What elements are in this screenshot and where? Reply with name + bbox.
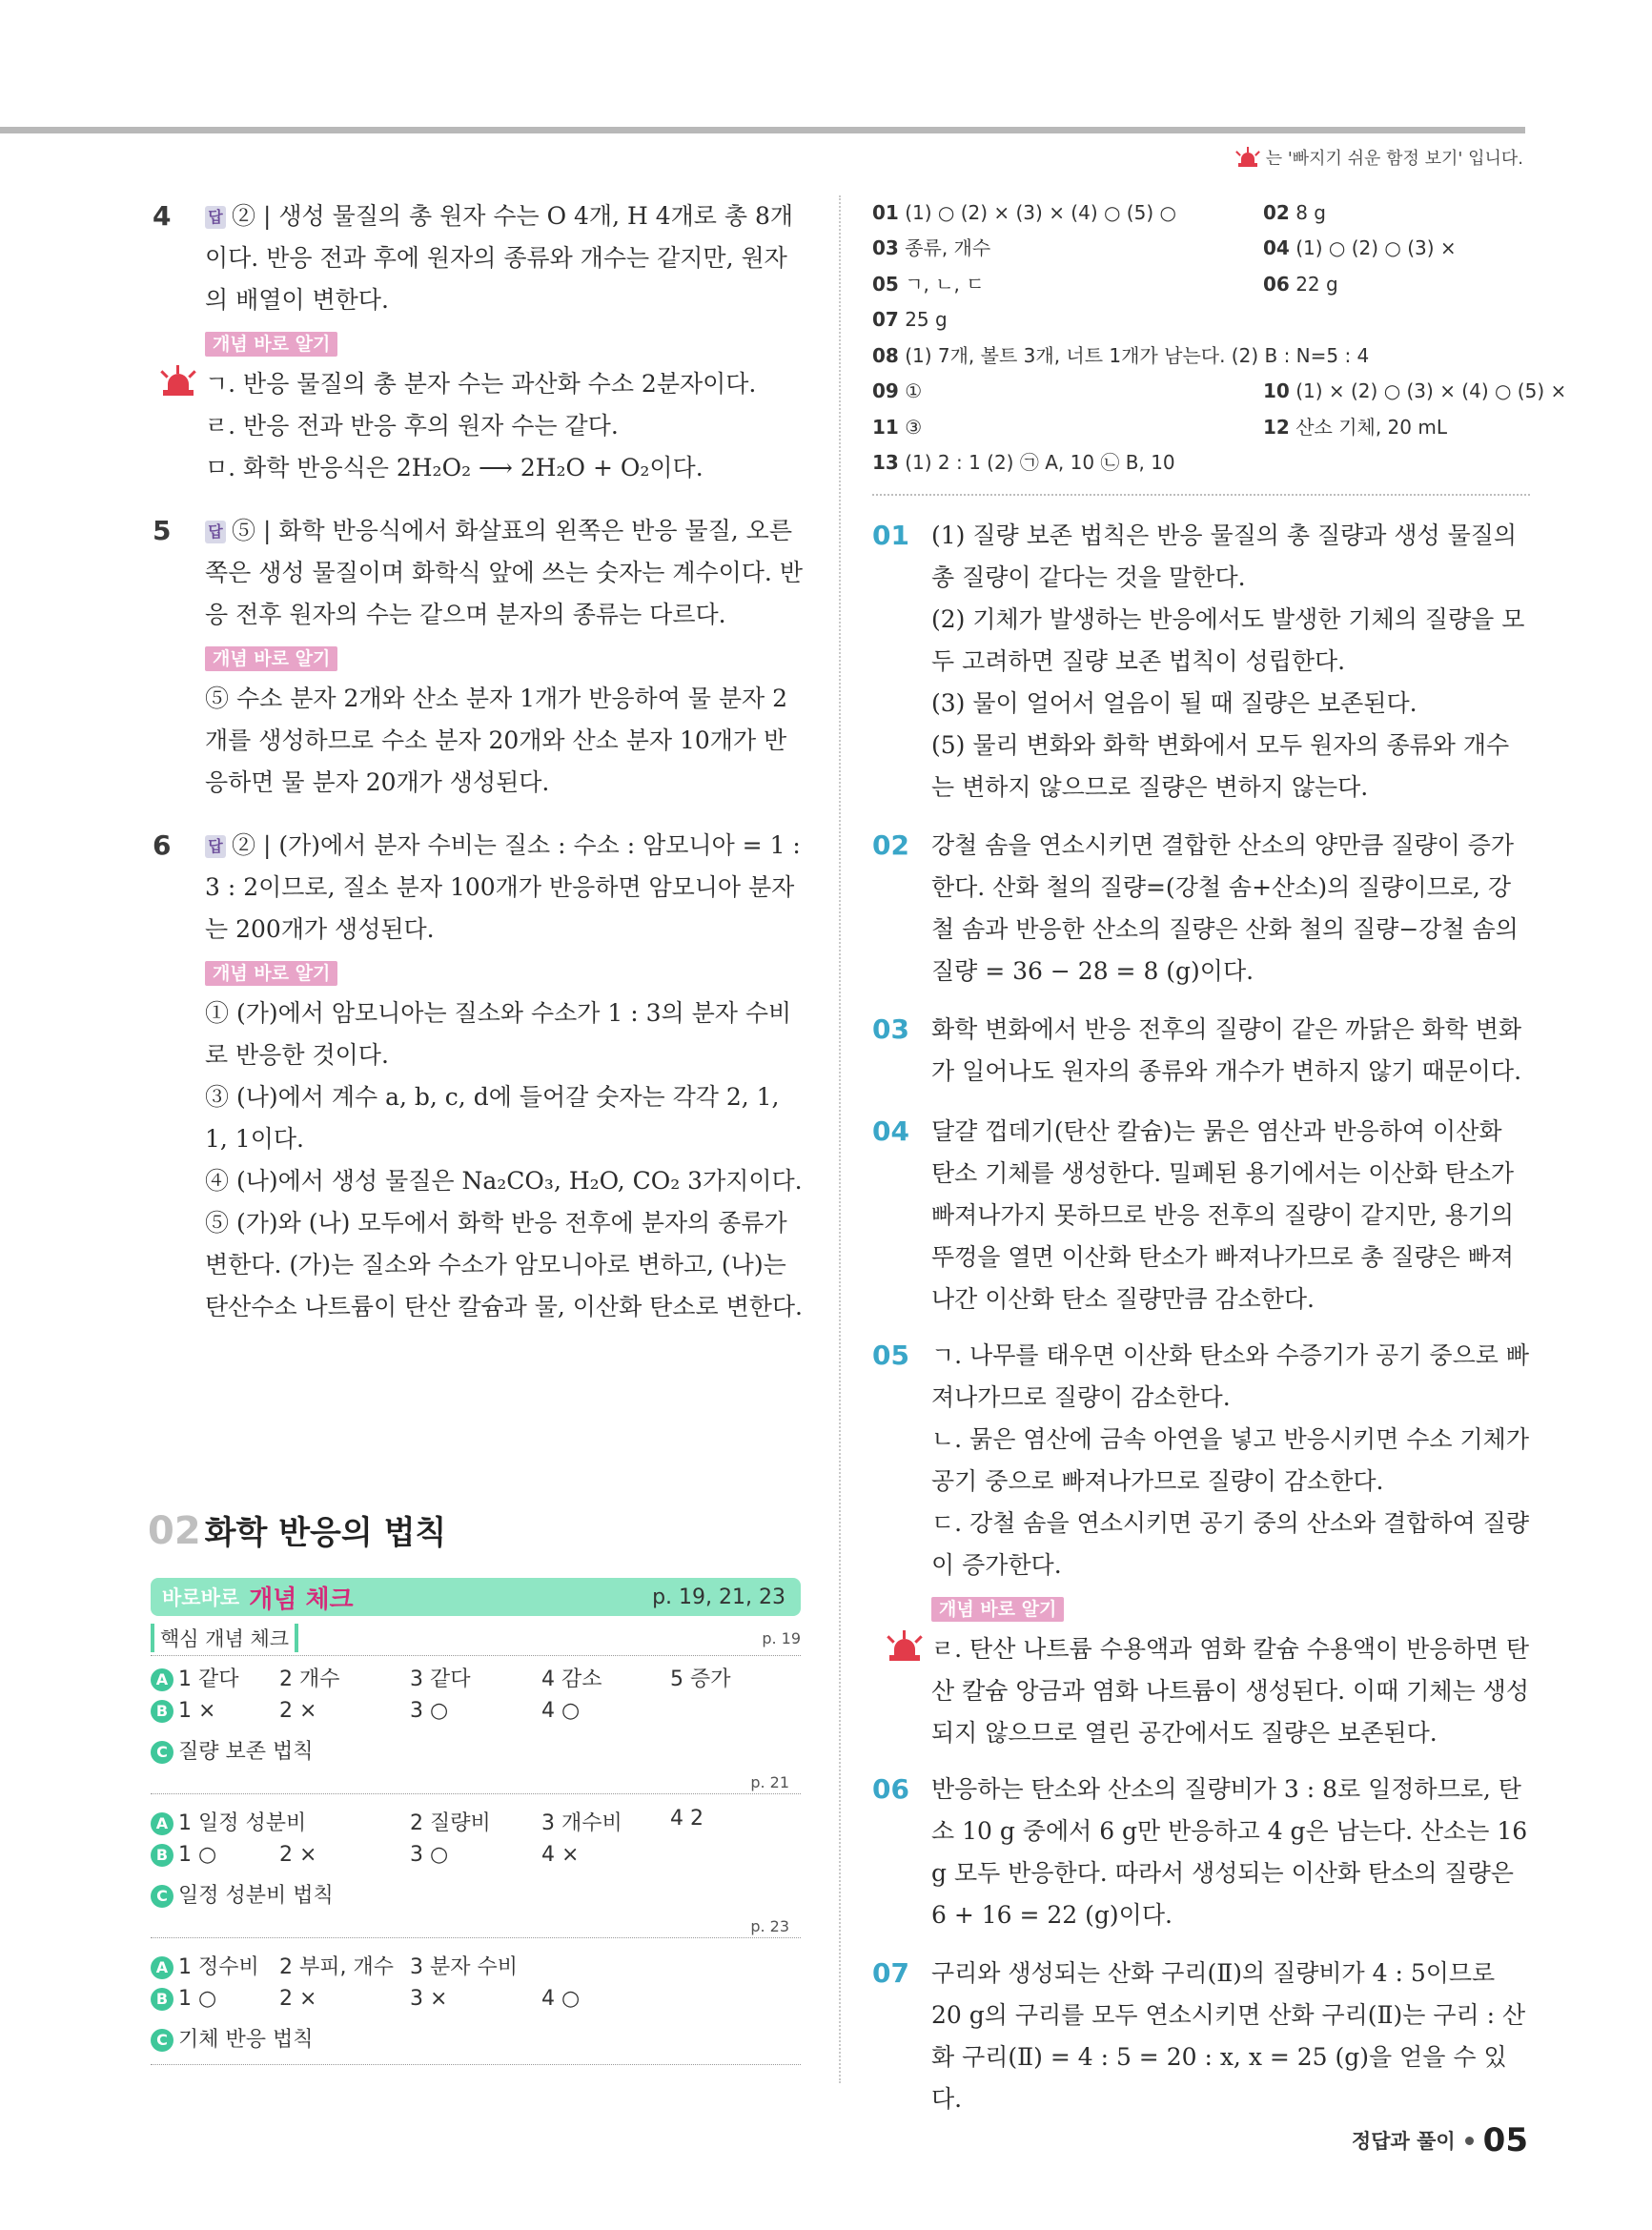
core-concept-header	[151, 1621, 801, 1656]
summary-answer: (1) × (2) ○ (3) × (4) ○ (5) ×	[1295, 379, 1567, 402]
summary-num: 02	[1263, 201, 1290, 224]
check-item: 5 증가	[670, 1667, 731, 1691]
problem-6: 6 답 ② | (가)에서 분자 수비는 질소 : 수소 : 암모니아 = 1 : 3 : 2이므로, 질소 분자 100개가 반응하면 암모니아 분자는 200개가 생성된다. 개념 바로 알기 ① (가)에서 암모니아는 질소와 수소가 1 : 3의 분자 수비로 반응한 것이다. ③ (나)에서 계수 a, b, c, d에 들어갈 숫자는 각각 2, 1, 1, 1이다. ④ (나)에서 생성 물질은 Na₂CO₃, H₂O, CO₂ 3가지이다. ⑤ (가)와 (나) 모두에서 화학 반응 전후에 분자의 종류가 변한다. (가)는 질소와 수소가 암모니아로 변하고, (나)는 탄산수소 나트륨이 탄산 칼슘과 물, 이산화 탄소로 변한다.	[148, 825, 806, 1328]
explanation-number: 02	[872, 829, 909, 861]
answer-badge-icon: 답	[205, 521, 226, 543]
page-footer	[1352, 2121, 1528, 2159]
summary-num: 03	[872, 236, 899, 259]
summary-num: 11	[872, 416, 899, 439]
concept-tag: 개념 바로 알기	[931, 1597, 1064, 1622]
explanation-line: ㄷ. 강철 솜을 연소시키면 공기 중의 산소와 결합하여 질량이 증가한다.	[931, 1509, 1529, 1579]
note-line: ① (가)에서 암모니아는 질소와 수소가 1 : 3의 분자 수비로 반응한 것이다.	[205, 999, 792, 1069]
explanation-06	[872, 1769, 1530, 1936]
note-line: ④ (나)에서 생성 물질은 Na₂CO₃, H₂O, CO₂ 3가지이다.	[205, 1167, 803, 1195]
explanation-number: 06	[872, 1773, 909, 1805]
explanation-05	[872, 1335, 1530, 1754]
answer-choice: ⑤	[232, 517, 256, 544]
letter-c-icon: C	[151, 1885, 173, 1908]
bullet-icon	[1465, 2137, 1474, 2145]
concept-check-area	[151, 1621, 801, 2065]
note-line: ㅁ. 화학 반응식은 2H₂O₂ ⟶ 2H₂O + O₂이다.	[205, 454, 704, 481]
explanation-line: 구리와 생성되는 산화 구리(Ⅱ)의 질량비가 4 : 5이므로 20 g의 구리를 모두 연소시키면 산화 구리(Ⅱ)는 구리 : 산화 구리(Ⅱ) = 4 : 5 = 20 : x, x = 25 (g)을 얻을 수 있다.	[931, 1959, 1526, 2113]
check-row-c	[151, 1872, 801, 1909]
check-pages: p. 19, 21, 23	[652, 1585, 785, 1609]
check-item: 1 ×	[178, 1699, 216, 1723]
summary-answer: 25 g	[905, 308, 948, 331]
letter-a-icon: A	[151, 1956, 173, 1979]
note-line: ㄱ. 반응 물질의 총 분자 수는 과산화 수소 2분자이다.	[205, 370, 757, 398]
footer-label: 정답과 풀이	[1351, 2130, 1456, 2153]
answer-summary	[872, 195, 1567, 486]
concept-tag: 개념 바로 알기	[205, 332, 337, 357]
note-line: ⑤ 수소 분자 2개와 산소 분자 1개가 반응하여 물 분자 2개를 생성하므로 수소 분자 20개와 산소 분자 10개가 반응하면 물 분자 20개가 생성된다.	[205, 685, 788, 796]
check-item: 4 ○	[541, 1699, 581, 1723]
summary-num: 13	[872, 451, 899, 474]
answer-choice: ②	[232, 831, 256, 859]
summary-answer: (1) ○ (2) × (3) × (4) ○ (5) ○	[905, 201, 1176, 224]
pitfall-notes	[205, 363, 806, 489]
explanation-01	[872, 515, 1530, 808]
explanation-line: 화학 변화에서 반응 전후의 질량이 같은 까닭은 화학 변화가 일어나도 원자의 종류와 개수가 변하지 않기 때문이다.	[931, 1015, 1522, 1085]
problem-number: 6	[153, 829, 172, 861]
check-item: 3 ×	[410, 1987, 448, 2011]
summary-num: 01	[872, 201, 899, 224]
explanation-line: 반응하는 탄소와 산소의 질량비가 3 : 8로 일정하므로, 탄소 10 g 중에서 6 g만 반응하고 4 g은 남는다. 산소는 16 g 모두 반응한다. 따라서 생성되는 이산화 탄소의 질량은 6 + 16 = 22 (g)이다.	[931, 1775, 1528, 1929]
letter-c-icon: C	[151, 2029, 173, 2052]
check-item: 2 부피, 개수	[279, 1955, 394, 1979]
check-item: 기체 반응 법칙	[178, 2028, 314, 2052]
concept-check-bar	[151, 1578, 801, 1616]
check-title: 개념 체크	[249, 1585, 354, 1614]
summary-answer: (1) 7개, 볼트 3개, 너트 1개가 남는다. (2) B : N=5 : 4	[905, 344, 1370, 367]
explanation-line: ㄱ. 나무를 태우면 이산화 탄소와 수증기가 공기 중으로 빠져나가므로 질량이 감소한다.	[931, 1341, 1529, 1411]
check-row-a	[151, 1800, 801, 1836]
check-item: 2 ×	[279, 1699, 317, 1723]
page-number: 05	[1482, 2121, 1528, 2159]
letter-c-icon: C	[151, 1741, 173, 1764]
summary-answer: ①	[905, 379, 923, 402]
check-item: 4 2	[670, 1807, 704, 1831]
page-ref: p. 21	[750, 1773, 789, 1791]
explanation-line: (5) 물리 변화와 화학 변화에서 모두 원자의 종류와 개수는 변하지 않으므로 질량은 변하지 않는다.	[931, 731, 1510, 801]
check-item: 2 ×	[279, 1987, 317, 2011]
check-item: 1 같다	[178, 1667, 239, 1691]
check-row-b	[151, 1836, 801, 1872]
letter-b-icon: B	[151, 1988, 173, 2011]
explanation-04	[872, 1111, 1530, 1320]
check-item: 일정 성분비 법칙	[178, 1884, 334, 1908]
left-column	[148, 195, 806, 1328]
section-title	[148, 1506, 446, 1553]
page-ref: p. 23	[750, 1917, 789, 1935]
summary-answer: 8 g	[1295, 201, 1326, 224]
summary-num: 09	[872, 379, 899, 402]
answer-badge-icon: 답	[205, 835, 226, 858]
siren-icon	[1235, 147, 1260, 168]
summary-grid	[872, 195, 1567, 486]
answer-choice: ②	[232, 202, 256, 230]
problem-number: 5	[153, 515, 172, 546]
check-item: 2 질량비	[410, 1811, 491, 1835]
check-row-c	[151, 1729, 801, 1765]
problem-4: 4 답 ② | 생성 물질의 총 원자 수는 O 4개, H 4개로 총 8개이다. 반응 전과 후에 원자의 종류와 개수는 같지만, 원자의 배열이 변한다. 개념 바로 알기 ㄱ. 반응 물질의 총 분자 수는 과산화 수소 2분자이다. ㄹ. 반응 전과 반응 후의 원자 수는 같다. ㅁ. 화학 반응식은 2H₂O₂ ⟶ 2H₂O + O₂이다.	[148, 195, 806, 489]
separator	[151, 2053, 801, 2065]
check-item: 3 같다	[410, 1667, 471, 1691]
page-ref: p. 19	[762, 1628, 801, 1647]
concept-tag: 개념 바로 알기	[205, 961, 337, 986]
section-title-text: 화학 반응의 법칙	[204, 1514, 447, 1552]
summary-separator	[872, 494, 1530, 496]
explanation-line: ㄴ. 묽은 염산에 금속 아연을 넣고 반응시키면 수소 기체가 공기 중으로 빠져나가므로 질량이 감소한다.	[931, 1425, 1529, 1495]
summary-answer: ③	[905, 416, 923, 439]
check-item: 4 감소	[541, 1667, 602, 1691]
notice-text: 는 '빠지기 쉬운 함정 보기' 입니다.	[1265, 149, 1523, 169]
check-row-b	[151, 1692, 801, 1729]
check-item: 3 개수비	[541, 1811, 622, 1835]
check-item: 질량 보존 법칙	[178, 1740, 314, 1764]
summary-answer: (1) ○ (2) ○ (3) ×	[1295, 236, 1457, 259]
summary-answer: 산소 기체, 20 mL	[1295, 416, 1447, 439]
summary-num: 05	[872, 273, 899, 296]
explanation-line: 강철 솜을 연소시키면 결합한 산소의 양만큼 질량이 증가한다. 산화 철의 질량=(강철 솜+산소)의 질량이므로, 강철 솜과 반응한 산소의 질량은 산화 철의 질량−강철 솜의 질량 = 36 − 28 = 8 (g)이다.	[931, 831, 1519, 985]
check-item: 3 ○	[410, 1843, 449, 1867]
explanation-number: 07	[872, 1957, 909, 1989]
problem-text: 화학 반응식에서 화살표의 왼쪽은 반응 물질, 오른쪽은 생성 물질이며 화학식 앞에 쓰는 숫자는 계수이다. 반응 전후 원자의 수는 같으며 분자의 종류는 다르다.	[205, 517, 803, 628]
problem-5: 5 답 ⑤ | 화학 반응식에서 화살표의 왼쪽은 반응 물질, 오른쪽은 생성 물질이며 화학식 앞에 쓰는 숫자는 계수이다. 반응 전후 원자의 수는 같으며 분자의 종류는 다르다. 개념 바로 알기 ⑤ 수소 분자 2개와 산소 분자 1개가 반응하여 물 분자 2개를 생성하므로 수소 분자 20개와 산소 분자 10개가 반응하면 물 분자 20개가 생성된다.	[148, 510, 806, 804]
explanation-line: (2) 기체가 발생하는 반응에서도 발생한 기체의 질량을 모두 고려하면 질량 보존 법칙이 성립한다.	[931, 605, 1525, 675]
explanation-number: 04	[872, 1115, 909, 1147]
explanation-number: 05	[872, 1340, 909, 1371]
concept-tag: 개념 바로 알기	[205, 646, 337, 671]
problem-number: 4	[153, 200, 172, 232]
pitfall-notice	[1235, 145, 1523, 170]
check-item: 4 ○	[541, 1987, 581, 2011]
problem-text: (가)에서 분자 수비는 질소 : 수소 : 암모니아 = 1 : 3 : 2이므로, 질소 분자 100개가 반응하면 암모니아 분자는 200개가 생성된다.	[205, 831, 801, 943]
summary-num: 04	[1263, 236, 1290, 259]
explanation-03	[872, 1009, 1530, 1093]
note-line: ㄹ. 반응 전과 반응 후의 원자 수는 같다.	[205, 412, 619, 440]
check-row-b	[151, 1980, 801, 2016]
explanation-line: (3) 물이 얼어서 얼음이 될 때 질량은 보존된다.	[931, 689, 1417, 717]
check-item: 1 ○	[178, 1843, 217, 1867]
check-item: 1 일정 성분비	[178, 1811, 307, 1835]
note-line: ③ (나)에서 계수 a, b, c, d에 들어갈 숫자는 각각 2, 1, 1, 1이다.	[205, 1083, 780, 1153]
check-row-a	[151, 1944, 801, 1980]
letter-a-icon: A	[151, 1668, 173, 1691]
separator	[151, 1909, 801, 1938]
core-concept-label: 핵심 개념 체크	[151, 1624, 298, 1652]
summary-answer: ㄱ, ㄴ, ㄷ	[905, 273, 985, 296]
check-item: 1 정수비	[178, 1955, 259, 1979]
pitfall-notes	[931, 1628, 1530, 1754]
check-item: 2 ×	[279, 1843, 317, 1867]
summary-num: 06	[1263, 273, 1290, 296]
note-line: ㄹ. 탄산 나트륨 수용액과 염화 칼슘 수용액이 반응하면 탄산 칼슘 앙금과 염화 나트륨이 생성된다. 이때 기체는 생성되지 않으므로 열린 공간에서도 질량은 보존된다.	[931, 1635, 1529, 1747]
top-rule	[0, 127, 1525, 133]
summary-answer: 종류, 개수	[905, 236, 991, 259]
summary-num: 07	[872, 308, 899, 331]
check-item: 2 개수	[279, 1667, 340, 1691]
letter-a-icon: A	[151, 1812, 173, 1835]
summary-answer: 22 g	[1295, 273, 1338, 296]
summary-answer: (1) 2 : 1 (2) ㉠ A, 10 ㉡ B, 10	[905, 451, 1175, 474]
check-item: 1 ○	[178, 1987, 217, 2011]
answer-badge-icon: 답	[205, 206, 226, 229]
check-item: 3 ○	[410, 1699, 449, 1723]
check-row-c	[151, 2016, 801, 2053]
siren-icon	[886, 1630, 924, 1663]
explanation-line: (1) 질량 보존 법칙은 반응 물질의 총 질량과 생성 물질의 총 질량이 같다는 것을 말한다.	[931, 522, 1518, 591]
check-tag: 바로바로	[162, 1586, 240, 1609]
check-row-a	[151, 1656, 801, 1692]
explanation-07	[872, 1953, 1530, 2120]
explanation-line: 달걀 껍데기(탄산 칼슘)는 묽은 염산과 반응하여 이산화 탄소 기체를 생성한다. 밀폐된 용기에서는 이산화 탄소가 빠져나가지 못하므로 반응 전후의 질량이 같지만, 용기의 뚜껑을 열면 이산화 탄소가 빠져나가므로 총 질량은 빠져나간 이산화 탄소 질량만큼 감소한다.	[931, 1117, 1515, 1313]
summary-num: 10	[1263, 379, 1290, 402]
letter-b-icon: B	[151, 1700, 173, 1723]
check-item: 4 ×	[541, 1843, 580, 1867]
problem-text: 생성 물질의 총 원자 수는 O 4개, H 4개로 총 8개이다. 반응 전과 후에 원자의 종류와 개수는 같지만, 원자의 배열이 변한다.	[205, 202, 794, 314]
check-item: 3 분자 수비	[410, 1955, 518, 1979]
explanation-02	[872, 825, 1530, 992]
explanation-number: 01	[872, 520, 909, 551]
column-divider	[839, 195, 841, 2083]
summary-num: 12	[1263, 416, 1290, 439]
explanation-number: 03	[872, 1013, 909, 1045]
section-number: 02	[148, 1509, 201, 1553]
note-line: ⑤ (가)와 (나) 모두에서 화학 반응 전후에 분자의 종류가 변한다. (가)는 질소와 수소가 암모니아로 변하고, (나)는 탄산수소 나트륨이 탄산 칼슘과 물, 이산화 탄소로 변한다.	[205, 1209, 803, 1320]
separator	[151, 1765, 801, 1794]
letter-b-icon: B	[151, 1844, 173, 1867]
summary-num: 08	[872, 344, 899, 367]
siren-icon	[159, 365, 197, 398]
